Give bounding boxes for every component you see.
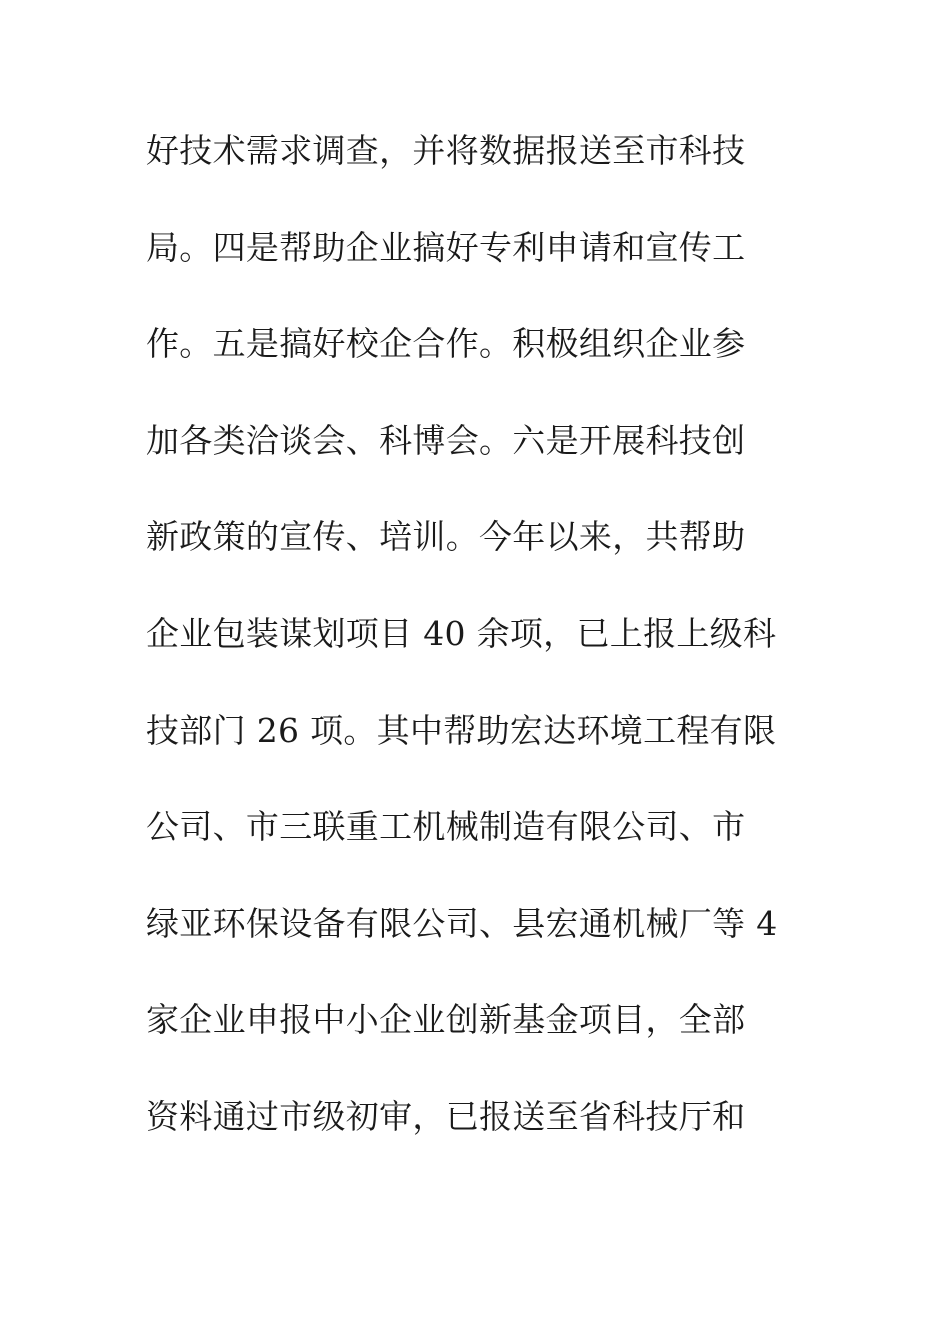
text-line: 加各类洽谈会、科博会。六是开展科技创 (146, 420, 746, 460)
text-line: 公司、市三联重工机械制造有限公司、市 (146, 807, 746, 847)
text-line: 绿亚环保设备有限公司、县宏通机械厂等 4 (146, 903, 778, 943)
text-line: 好技术需求调查，并将数据报送至市科技 (146, 131, 746, 170)
text-line: 局。四是帮助企业搞好专利申请和宣传工 (146, 227, 746, 267)
text-line: 企业包装谋划项目 40 余项，已上报上级科 (146, 613, 777, 653)
text-line: 技部门 26 项。其中帮助宏达环境工程有限 (146, 710, 777, 750)
text-line: 新政策的宣传、培训。今年以来，共帮助 (146, 517, 746, 557)
body-text (146, 118, 816, 1181)
text-line: 家企业申报中小企业创新基金项目，全部 (146, 1000, 746, 1040)
text-line: 资料通过市级初审，已报送至省科技厅和 (146, 1096, 746, 1136)
text-line: 作。五是搞好校企合作。积极组织企业参 (146, 324, 746, 364)
